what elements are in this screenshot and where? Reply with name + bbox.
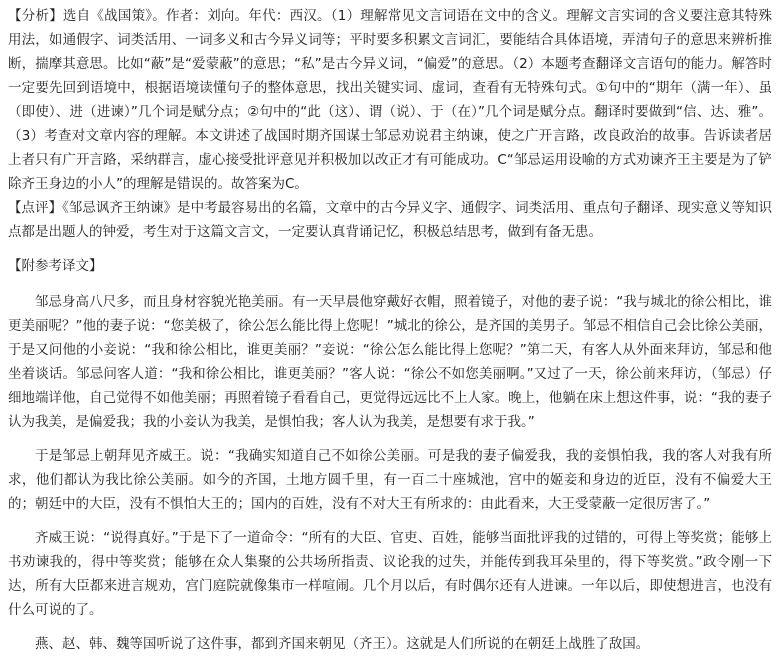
translation-paragraph: 邹忌身高八尺多，而且身材容貌光艳美丽。有一天早晨他穿戴好衣帽，照着镜子，对他的妻子说：“我与城北的徐公相比，谁更美丽呢？”他的妻子说：“您美极了，徐公怎么能比得上您呢！”城北的徐公，是齐国的美男子。邹忌不相信自己会比徐公美丽，于是又问他的小妾说：“我和徐公相比，谁更美丽？”妾说：“徐公怎么能比得上您呢？”第二天，有客人从外面来拜访，邹忌和他坐着谈话。邹忌问客人道：“我和徐公相比，谁更美丽？”客人说：“徐公不如您美丽啊。”又过了一天，徐公前来拜访，（邹忌）仔细地端详他，自己觉得不如他美丽；再照着镜子看看自己，更觉得远远比不上人家。晚上，他躺在床上想这件事，说：“我的妻子认为我美，是偏爱我；我的小妾认为我美，是惧怕我；客人认为我美，是想要有求于我。” [8,294,772,430]
translation-paragraph: 齐威王说：“说得真好。”于是下了一道命令：“所有的大臣、官吏、百姓，能够当面批评我的过错的，可得上等奖赏；能够上书劝谏我的，得中等奖赏；能够在众人集聚的公共场所指责、议论我的过失，并能传到我耳朵里的，得下等奖赏。”政令刚一下达，所有大臣都来进言规劝，宫门庭院就像集市一样喧闹。几个月以后，有时偶尔还有人进谏。一年以后，即使想进言，也没有什么可说的了。 [8,530,772,618]
analysis-section [8,4,772,196]
translation-paragraph: 于是邹忌上朝拜见齐威王。说：“我确实知道自己不如徐公美丽。可是我的妻子偏爱我，我的妾惧怕我，我的客人对我有所求，他们都认为我比徐公美丽。如今的齐国，土地方圆千里，有一百二十座城池，宫中的姬妾和身边的近臣，没有不偏爱大王的；朝廷中的大臣，没有不惧怕大王的；国内的百姓，没有不对大王有所求的：由此看来，大王受蒙蔽一定很厉害了。” [8,448,772,512]
comment-text: 《邹忌讽齐王纳谏》是中考最容易出的名篇，文章中的古今异义字、通假字、词类活用、重点句子翻译、现实意义等知识点都是出题人的钟爱，考生对于这篇文言文，一定要认真背诵记忆，积极总结思考，做到有备无患。 [8,200,773,240]
translation-heading: 【附参考译文】 [8,258,103,274]
analysis-text: 选自《战国策》。作者：刘向。年代：西汉。（1）理解常见文言词语在文中的含义。理解文言实词的含义要注意其特殊用法，如通假字、词类活用、一词多义和古今异义词等；平时要多积累文言词汇，要能结合具体语境，弄清句子的意思来辨析推断，揣摩其意思。比如“蔽”是“爱蒙蔽”的意思；“私”是古今异义词，“偏爱”的意思。（2）本题考查翻译文言语句的能力。解答时一定要先回到语境中，根据语境读懂句子的整体意思，找出关键实词、虚词，查看有无特殊句式。①句中的“期年（满一年）、虽（即使）、进（进谏）”几个词是赋分点；②句中的“此（这）、谓（说）、于（在）”几个词是赋分点。翻译时要做到“信、达、雅”。（3）考查对文章内容的理解。本文讲述了战国时期齐国谋士邹忌劝说君主纳谏，使之广开言路，改良政治的故事。告诉读者居上者只有广开言路，采纳群言，虚心接受批评意见并积极加以改正才有可能成功。C“邹忌运用设喻的方式劝谏齐王主要是为了铲除齐王身边的小人”的理解是错误的。故答案为C。 [8,8,772,192]
translation-paragraph: 燕、赵、韩、魏等国听说了这件事，都到齐国来朝见（齐王）。这就是人们所说的在朝廷上战胜了敌国。 [35,636,650,652]
comment-tag: 【点评】 [8,200,63,216]
comment-section [8,196,772,244]
analysis-tag: 【分析】 [8,8,63,24]
